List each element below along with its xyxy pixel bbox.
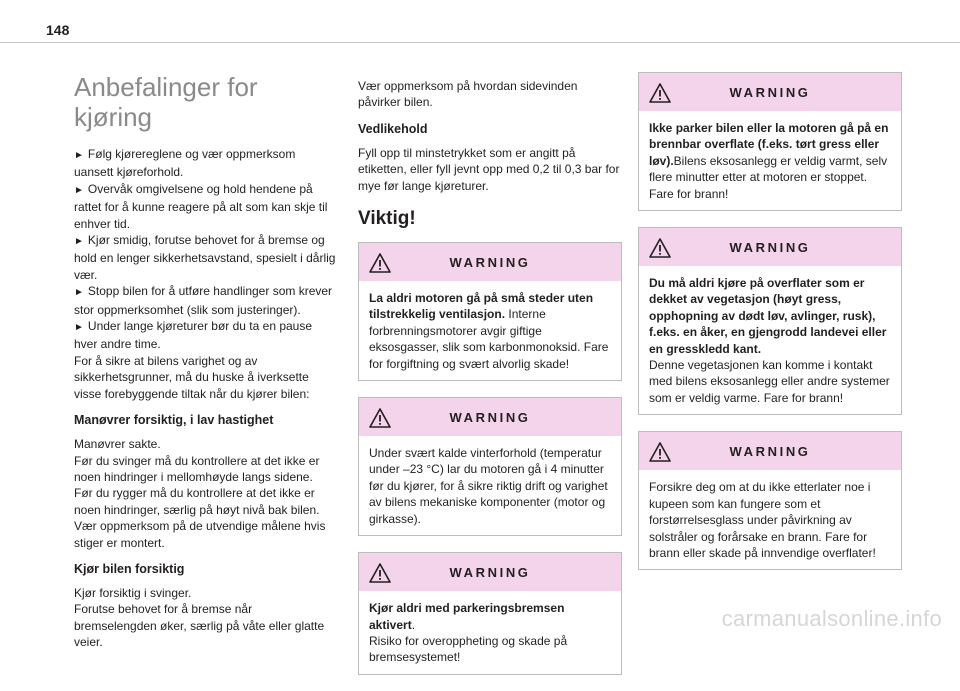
warning-bold-text: Kjør aldri med parkeringsbremsen aktivert [369, 601, 565, 632]
section-heading-drive-carefully: Kjør bilen forsiktig [74, 561, 185, 576]
recommendation-text: Overvåk omgivelsene og hold hendene på rattet for å kunne reagere på alt som kan skje til enhver tid. [74, 181, 328, 231]
warning-triangle-icon [649, 83, 671, 103]
page-number: 148 [46, 22, 70, 38]
warning-header [359, 553, 621, 591]
recommendation-item [74, 146, 336, 181]
footer-watermark: carmanualsonline.info [721, 606, 942, 631]
warning-header [359, 398, 621, 436]
warning-text: Forsikre deg om at du ikke etterlater noe i kupeen som kan fungere som et forstørrelsesglass under påvirkning av solstråler og forårsake en brann. Fare for brann eller skade på innvendige overflater! [649, 480, 876, 560]
maintenance-heading: Vedlikehold [358, 121, 428, 136]
warning-header [359, 243, 621, 281]
warning-triangle-icon [649, 442, 671, 462]
warning-label: WARNING [729, 443, 811, 459]
recommendation-list [74, 146, 336, 353]
section-heading-maneuver: Manøvrer forsiktig, i lav hastighet [74, 413, 274, 428]
warning-group-col3 [638, 72, 902, 570]
warning-body [639, 470, 901, 569]
header-divider [0, 42, 960, 43]
warning-header [639, 73, 901, 111]
warning-text: . Risiko for overoppheting og skade på bremsesystemet! [369, 617, 568, 665]
recommendation-item [74, 232, 336, 283]
recommendation-text: Stopp bilen for å utføre handlinger som krever stor oppmerksomhet (slik som justeringer). [74, 284, 333, 317]
recommendation-item [74, 181, 336, 232]
maintenance-text: Fyll opp til minstetrykket som er angitt på etiketten, eller fyll jevnt opp med 0,2 til 0,3 bar for mye før lange kjøreturer. [358, 145, 620, 193]
warning-body [359, 281, 621, 380]
warning-box [358, 397, 622, 536]
warning-triangle-icon [369, 253, 391, 273]
warning-bold-text: Ikke parker bilen eller la motoren gå på en brennbar overflate (f.eks. tørt gress eller løv). [649, 121, 889, 168]
bullet-arrow-icon: ► [74, 150, 84, 161]
warning-body [359, 591, 621, 674]
warning-label: WARNING [449, 409, 531, 425]
warning-box [638, 227, 902, 415]
warning-box [638, 431, 902, 570]
warning-text: Interne forbrenningsmotorer avgir giftige eksosgasser, slik som karbonmonoksid. Fare for forgiftning og svært alvorlig skade! [369, 307, 609, 371]
warning-body [359, 436, 621, 535]
warning-bold-text: Du må aldri kjøre på overflater som er dekket av vegetasjon (høyt gress, opphopning av dødt løv, avlinger, rusk), f.eks. en åker, en gjengrodd landevei eller en gresskledd kant. [649, 276, 887, 356]
column-3 [638, 72, 902, 586]
warning-box [358, 242, 622, 381]
warning-text: Denne vegetasjonen kan komme i kontakt med bilens eksosanlegg eller andre systemer som er veldig varme. Fare for brann! [649, 358, 890, 405]
warning-triangle-icon [369, 563, 391, 583]
section-text-maneuver: Manøvrer sakte. Før du svinger må du kontrollere at det ikke er noen hindringer i mellomhøyde langs sidene. Før du rygger må du kontrollere at det ikke er noen hindringer, særlig på høyt nivå bak bilen. Vær oppmerksom på de utvendige målene hvis stiger er montert. [74, 437, 326, 550]
important-heading: Viktig! [358, 208, 416, 230]
recommendation-text: Under lange kjøreturer bør du ta en pause hver andre time. [74, 319, 313, 352]
warning-label: WARNING [449, 254, 531, 270]
warning-label: WARNING [729, 84, 811, 100]
recommendation-item [74, 318, 336, 353]
warning-text: Under svært kalde vinterforhold (temperatur under –23 °C) lar du motoren gå i 4 minutter før du kjører, for å sikre riktig drift og varighet av bilens mekaniske komponenter (motor og girkasse). [369, 446, 608, 526]
warning-group-col2 [358, 242, 622, 675]
warning-text: Bilens eksosanlegg er veldig varmt, selv flere minutter etter at motoren er stoppet. Fare for brann! [649, 153, 888, 201]
warning-label: WARNING [729, 239, 811, 255]
warning-triangle-icon [649, 238, 671, 258]
warning-body [639, 111, 901, 210]
recommendation-item [74, 283, 336, 318]
recommendation-text: Kjør smidig, forutse behovet for å bremse og hold en lenger sikkerhetsavstand, spesielt i dårlig vær. [74, 233, 336, 282]
warning-box [358, 552, 622, 675]
bullet-arrow-icon: ► [74, 184, 84, 196]
closing-text: For å sikre at bilens varighet og av sikkerhetsgrunner, må du huske å iverksette visse forebyggende tiltak når du kjører bilen: [74, 353, 310, 401]
warning-body [639, 266, 901, 414]
bullet-arrow-icon: ► [74, 236, 84, 248]
page-title: Anbefalinger for kjøring [74, 72, 258, 132]
recommendation-text: Følg kjørereglene og vær oppmerksom uansett kjøreforhold. [74, 147, 296, 180]
bullet-arrow-icon: ► [74, 287, 84, 299]
section-text-drive-carefully: Kjør forsiktig i svinger. Forutse behovet for å bremse når bremselengden øker, særlig på våte eller glatte veier. [74, 585, 325, 650]
warning-header [639, 432, 901, 470]
column-1 [74, 72, 336, 651]
bullet-arrow-icon: ► [74, 322, 84, 334]
warning-header [639, 228, 901, 266]
warning-label: WARNING [449, 564, 531, 580]
warning-box [638, 72, 902, 211]
warning-bold-text: La aldri motoren gå på små steder uten tilstrekkelig ventilasjon. [369, 291, 594, 322]
warning-triangle-icon [369, 408, 391, 428]
column-2 [358, 78, 622, 691]
crosswind-text: Vær oppmerksom på hvordan sidevinden påvirker bilen. [358, 79, 578, 110]
